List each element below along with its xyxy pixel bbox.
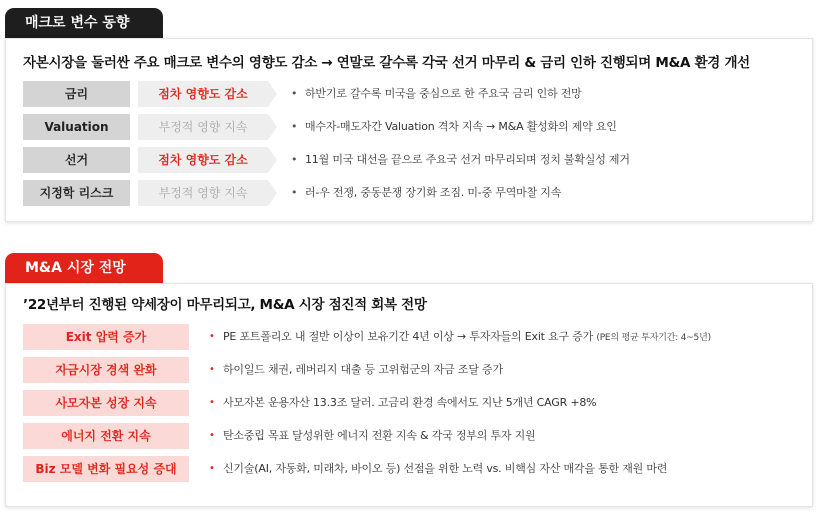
- macro-section-tab: 매크로 변수 동향: [5, 8, 163, 38]
- outlook-row-biz-model: [23, 456, 803, 482]
- status-arrow-shape: [268, 114, 277, 140]
- bullet-icon: •: [291, 186, 298, 199]
- outlook-row-description: [223, 324, 711, 351]
- bullet-icon: •: [209, 463, 215, 474]
- macro-row-label: 지정학 리스크: [23, 180, 130, 206]
- macro-row-description: 러-우 전쟁, 중동분쟁 장기화 조짐. 미-중 무역마찰 지속: [305, 186, 562, 199]
- outlook-row-description: 하이일드 채권, 레버리지 대출 등 고위험군의 자금 조달 증가: [223, 363, 503, 376]
- status-arrow-shape: [268, 180, 277, 206]
- bullet-icon: •: [291, 153, 298, 166]
- macro-row-election: [23, 147, 803, 173]
- macro-row-status: 점차 영향도 감소: [138, 147, 268, 173]
- outlook-row-description: 신기술(AI, 자동화, 미래차, 바이오 등) 선점을 위한 노력 vs. 비핵심 자산 매각을 통한 재원 마련: [223, 462, 668, 475]
- outlook-row-exit: [23, 324, 803, 350]
- macro-row-geopolitical: [23, 180, 803, 206]
- outlook-row-label: 자금시장 경색 완화: [23, 357, 189, 383]
- macro-panel: [5, 38, 813, 222]
- bullet-icon: •: [291, 120, 298, 133]
- bullet-icon: •: [209, 331, 215, 342]
- macro-row-status: 부정적 영향 지속: [138, 180, 268, 206]
- outlook-headline: ’22년부터 진행된 약세장이 마무리되고, M&A 시장 점진적 회복 전망: [23, 297, 427, 313]
- macro-row-label: Valuation: [23, 114, 130, 140]
- macro-row-description: 매수자-매도자간 Valuation 격차 지속 → M&A 활성화의 제약 요인: [305, 120, 617, 133]
- bullet-icon: •: [209, 364, 215, 375]
- bullet-icon: •: [209, 430, 215, 441]
- outlook-row-label: Biz 모델 변화 필요성 증대: [23, 456, 189, 482]
- macro-row-status: 점차 영향도 감소: [138, 81, 268, 107]
- macro-row-status: 부정적 영향 지속: [138, 114, 268, 140]
- macro-row-valuation: [23, 114, 803, 140]
- bullet-icon: •: [209, 397, 215, 408]
- outlook-row-description: 사모자본 운용자산 13.3조 달러. 고금리 환경 속에서도 지난 5개년 CAGR +8%: [223, 396, 597, 409]
- outlook-panel: [5, 283, 813, 507]
- outlook-row-funding: [23, 357, 803, 383]
- macro-row-rate: [23, 81, 803, 107]
- macro-row-label: 선거: [23, 147, 130, 173]
- macro-row-label: 금리: [23, 81, 130, 107]
- outlook-row-description: 탄소중립 목표 달성위한 에너지 전환 지속 & 각국 정부의 투자 지원: [223, 429, 536, 442]
- macro-headline: 자본시장을 둘러싼 주요 매크로 변수의 영향도 감소 → 연말로 갈수록 각국 선거 마무리 & 금리 인하 진행되며 M&A 환경 개선: [23, 55, 750, 71]
- outlook-row-label: 에너지 전환 지속: [23, 423, 189, 449]
- status-arrow-shape: [268, 147, 277, 173]
- outlook-row-energy: [23, 423, 803, 449]
- status-arrow-shape: [268, 81, 277, 107]
- outlook-row-label: Exit 압력 증가: [23, 324, 189, 350]
- outlook-row-note: (PE의 평균 투자기간: 4~5년): [596, 333, 711, 343]
- macro-row-description: 하반기로 갈수록 미국을 중심으로 한 주요국 금리 인하 전망: [305, 87, 582, 100]
- outlook-row-private-capital: [23, 390, 803, 416]
- outlook-row-label: 사모자본 성장 지속: [23, 390, 189, 416]
- macro-row-description: 11월 미국 대선을 끝으로 주요국 선거 마무리되며 정치 불확실성 제거: [305, 153, 630, 166]
- bullet-icon: •: [291, 87, 298, 100]
- outlook-section-tab: M&A 시장 전망: [5, 253, 163, 283]
- outlook-row-text: PE 포트폴리오 내 절반 이상이 보유기간 4년 이상 → 투자자들의 Exit 요구 증가: [223, 330, 594, 343]
